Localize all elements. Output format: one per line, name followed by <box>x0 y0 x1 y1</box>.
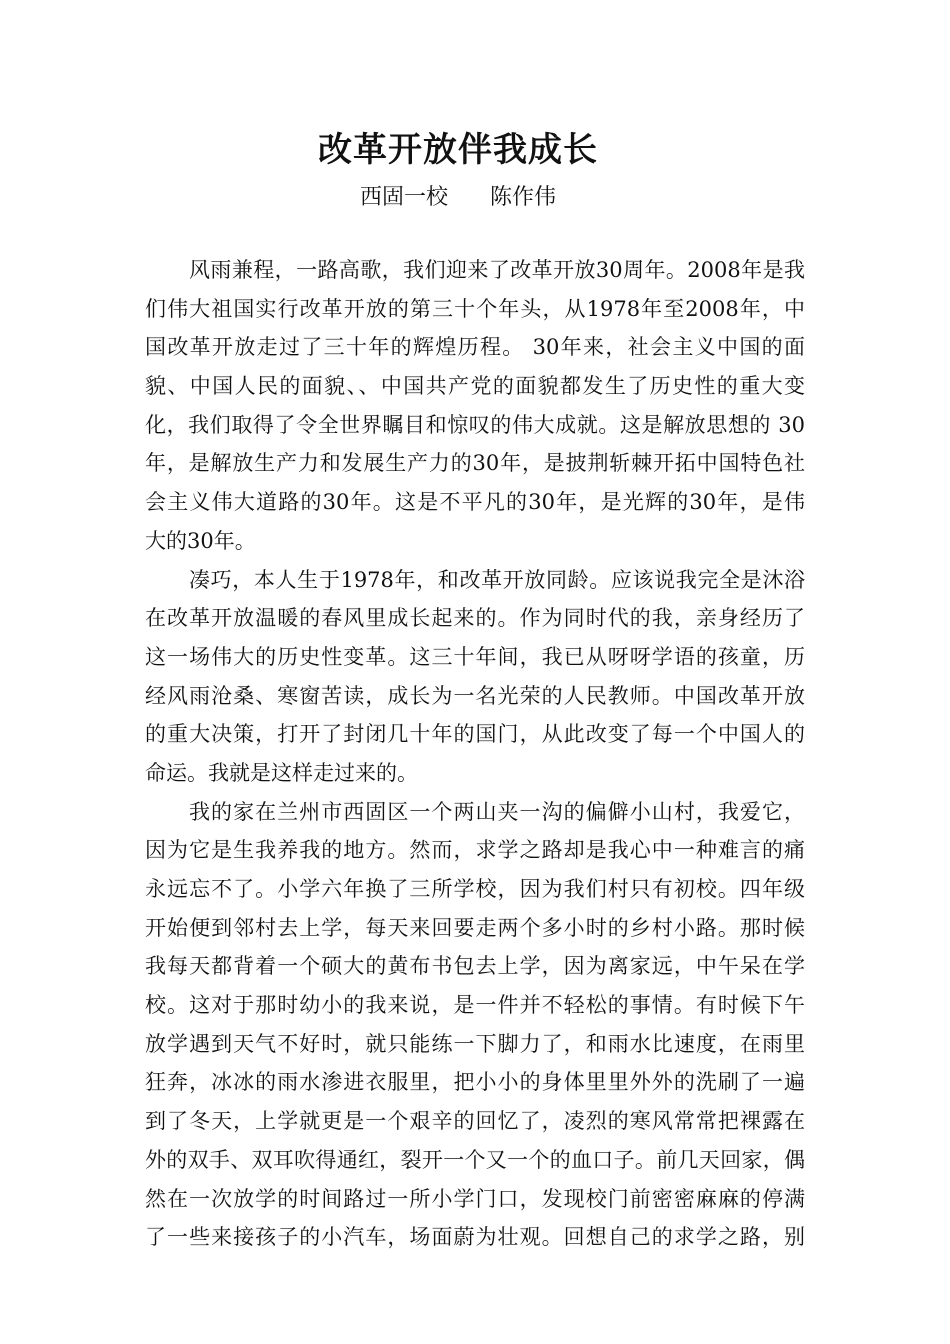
text-line: 然在一次放学的时间路过一所小学门口，发现校门前密密麻麻的停满 <box>145 1186 805 1211</box>
text-line: 化，我们取得了令全世界瞩目和惊叹的伟大成就。这是解放思想的 30 <box>145 412 805 437</box>
text-line: 大的30年。 <box>145 528 256 553</box>
document-title: 改革开放伴我成长 <box>318 130 598 170</box>
text-line: 这一场伟大的历史性变革。这三十年间，我已从呀呀学语的孩童，历 <box>145 644 805 669</box>
text-line: 我每天都背着一个硕大的黄布书包去上学，因为离家远，中午呆在学 <box>145 954 805 979</box>
text-line: 年，是解放生产力和发展生产力的30年，是披荆斩棘开拓中国特色社 <box>145 451 805 476</box>
text-line: 们伟大祖国实行改革开放的第三十个年头，从1978年至2008年，中 <box>145 296 805 321</box>
text-line: 会主义伟大道路的30年。这是不平凡的30年，是光辉的30年，是伟 <box>145 490 805 515</box>
text-line: 在改革开放温暖的春风里成长起来的。作为同时代的我，亲身经历了 <box>145 606 805 631</box>
text-line: 外的双手、双耳吹得通红，裂开一个又一个的血口子。前几天回家，偶 <box>145 1147 805 1172</box>
text-line: 放学遇到天气不好时，就只能练一下脚力了，和雨水比速度，在雨里 <box>145 1031 805 1056</box>
text-line: 狂奔，冰冰的雨水渗进衣服里，把小小的身体里里外外的洗刷了一遍 <box>145 1070 805 1095</box>
text-line: 貌、中国人民的面貌、、中国共产党的面貌都发生了历史性的重大变 <box>145 374 805 399</box>
text-line: 到了冬天，上学就更是一个艰辛的回忆了，凌烈的寒风常常把裸露在 <box>145 1109 805 1134</box>
document-body <box>145 251 805 1257</box>
text-line: 经风雨沧桑、寒窗苦读，成长为一名光荣的人民教师。中国改革开放 <box>145 683 805 708</box>
text-line: 凑巧，本人生于1978年，和改革开放同龄。应该说我完全是沐浴 <box>189 567 805 592</box>
text-line: 校。这对于那时幼小的我来说，是一件并不轻松的事情。有时候下午 <box>145 993 805 1018</box>
text-line: 风雨兼程，一路高歌，我们迎来了改革开放30周年。2008年是我 <box>189 258 805 282</box>
text-line: 开始便到邻村去上学，每天来回要走两个多小时的乡村小路。那时候 <box>145 915 805 940</box>
text-line: 永远忘不了。小学六年换了三所学校，因为我们村只有初校。四年级 <box>145 877 805 901</box>
document-byline: 西固一校 陈作伟 <box>360 185 556 210</box>
text-line: 因为它是生我养我的地方。然而，求学之路却是我心中一种难言的痛 <box>145 838 805 863</box>
text-line: 国改革开放走过了三十年的辉煌历程。 30年来，社会主义中国的面 <box>145 335 805 360</box>
text-line: 了一些来接孩子的小汽车，场面蔚为壮观。回想自己的求学之路，别 <box>145 1225 805 1250</box>
text-line: 命运。我就是这样走过来的。 <box>145 760 418 785</box>
text-line: 的重大决策，打开了封闭几十年的国门，从此改变了每一个中国人的 <box>145 722 805 747</box>
text-line: 我的家在兰州市西固区一个两山夹一沟的偏僻小山村，我爱它， <box>189 799 805 824</box>
